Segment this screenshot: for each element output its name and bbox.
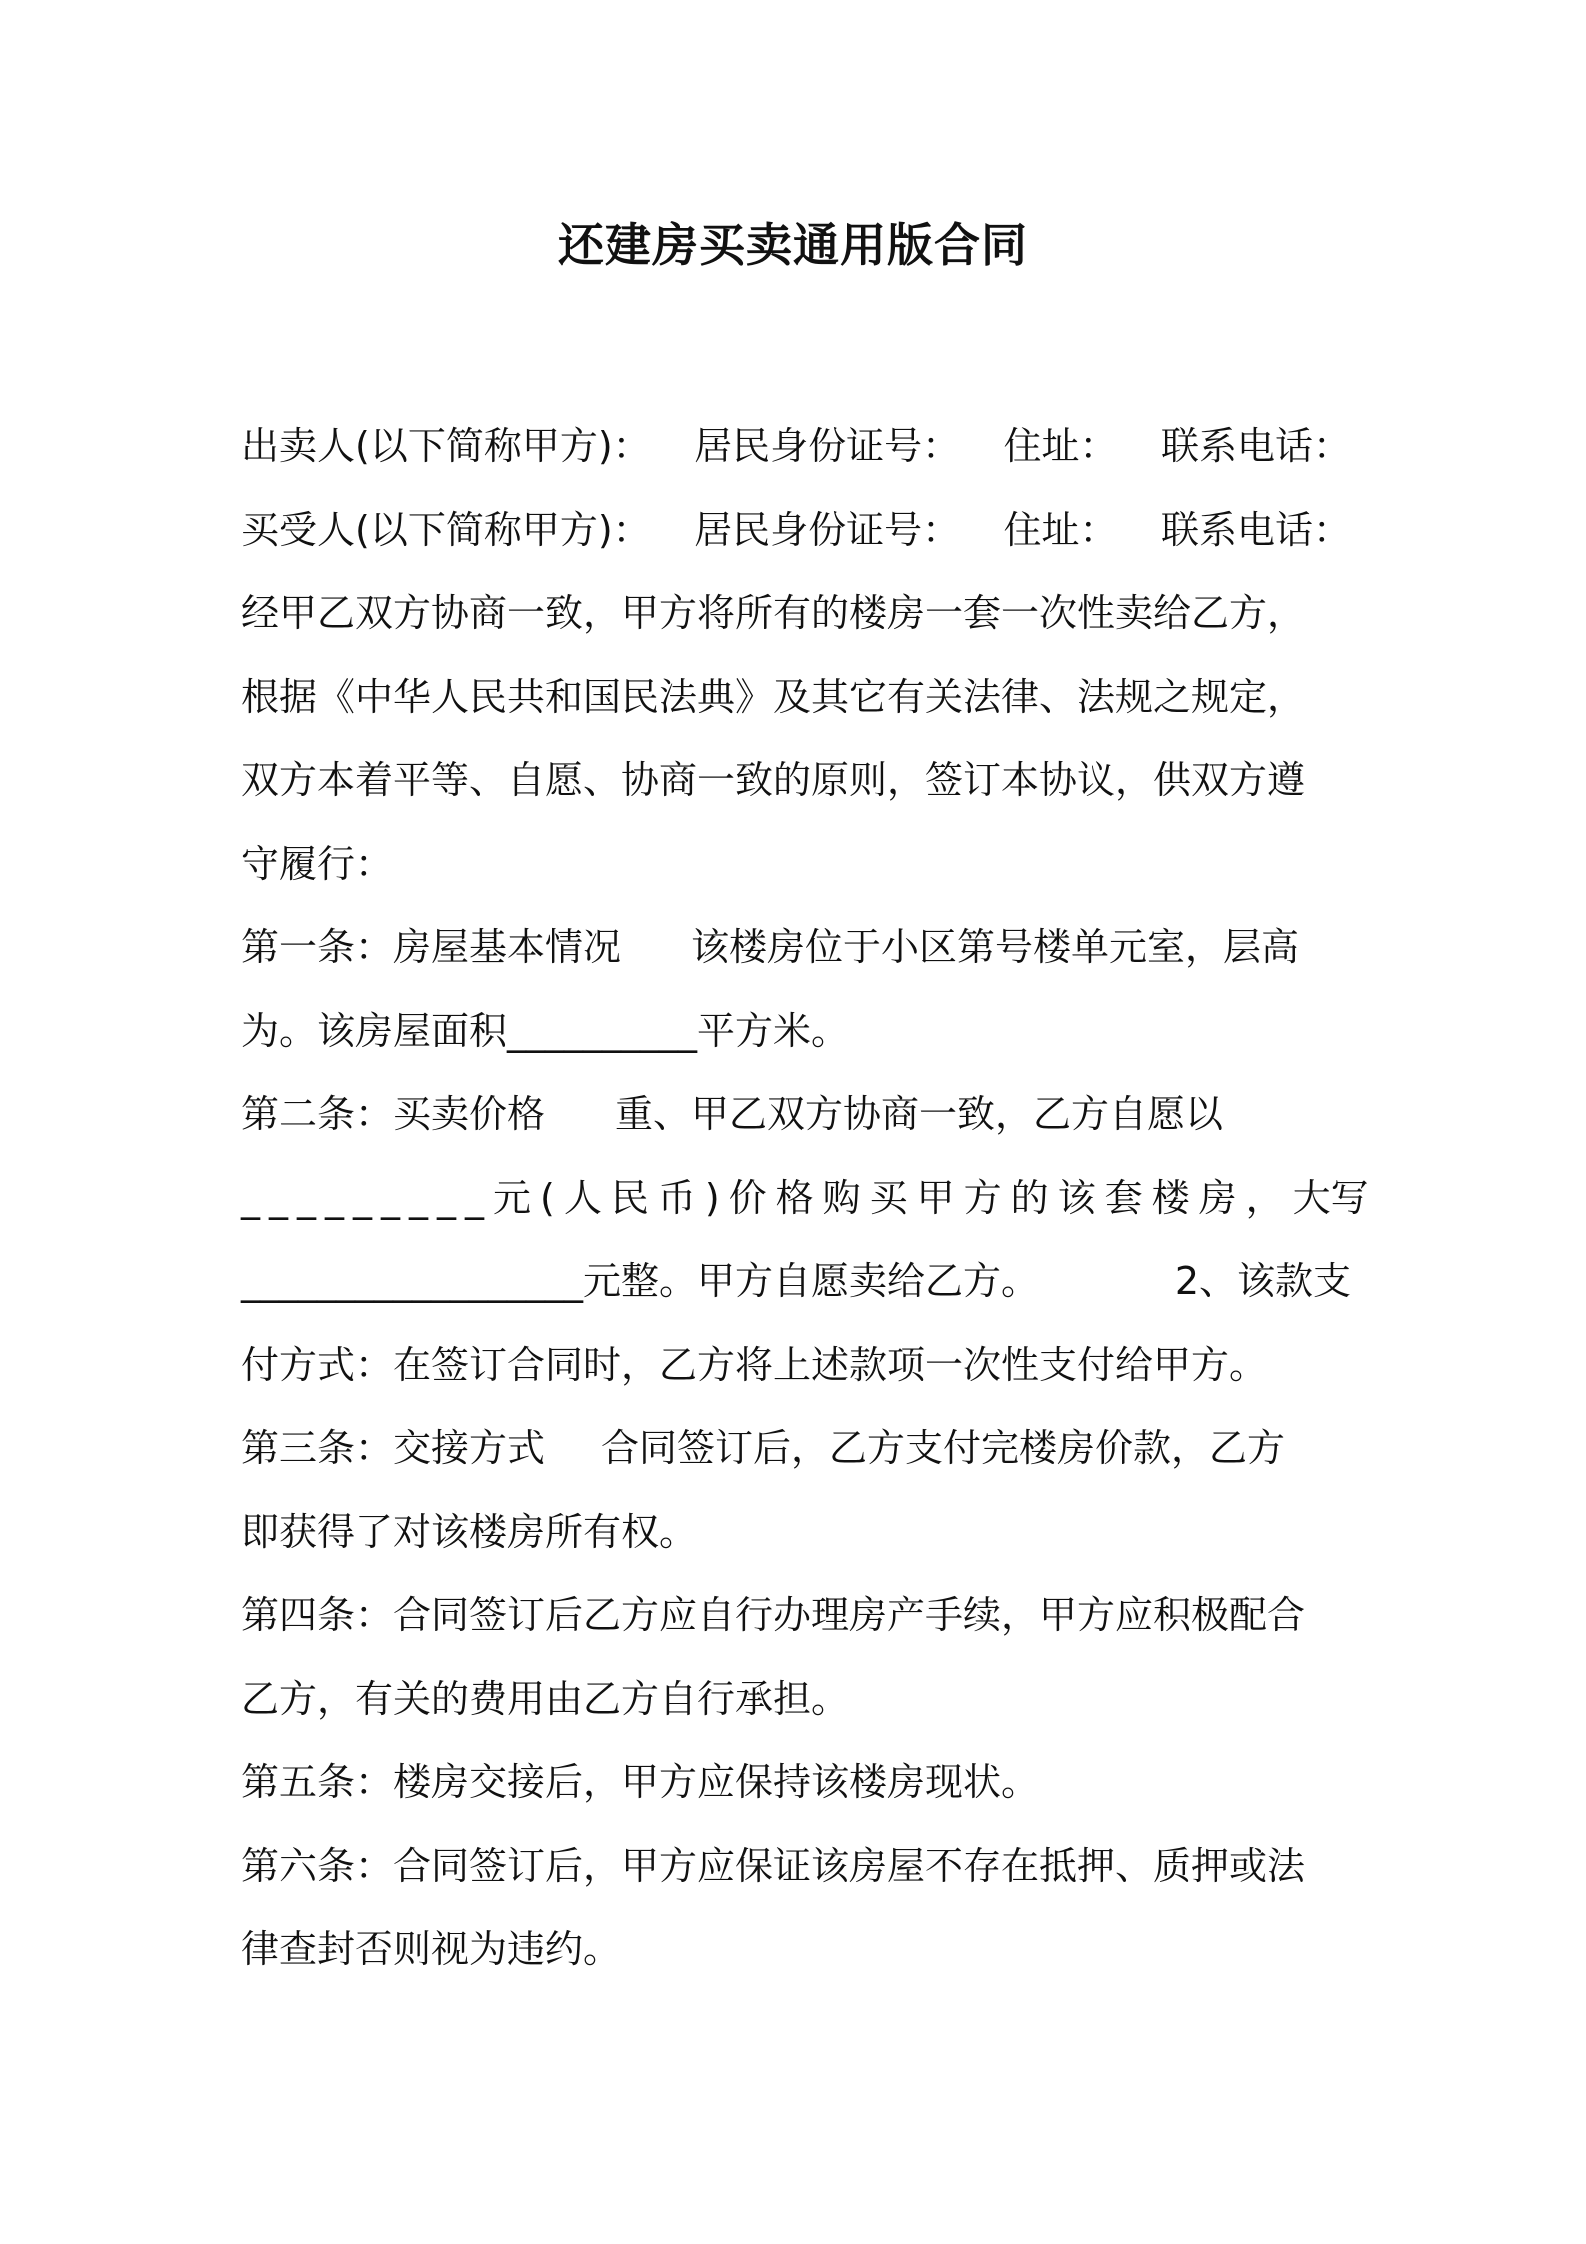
intro-line: 根据《中华人民共和国民法典》及其它有关法律、法规之规定， — [241, 674, 1306, 719]
article-2-line — [241, 1157, 1369, 1241]
article-2-text: 重、甲乙双方协商一致，乙方自愿以 — [615, 1092, 1224, 1136]
intro-line: 双方本着平等、自愿、协商一致的原则，签订本协议，供双方遵 — [241, 758, 1306, 802]
seller-id-label: 居民身份证号： — [694, 424, 961, 468]
seller-address-label: 住址： — [1003, 424, 1118, 468]
article-2-line: 付方式：在签订合同时，乙方将上述款项一次性支付给甲方。 — [241, 1342, 1268, 1387]
seller-phone-label: 联系电话： — [1160, 424, 1351, 468]
article-1-line: 为。该房屋面积__________平方米。 — [241, 1008, 850, 1053]
intro-line: 守履行： — [241, 841, 394, 886]
buyer-phone-label: 联系电话： — [1160, 507, 1351, 552]
article-1-text: 该楼房位于小区第号楼单元室，层高 — [691, 925, 1300, 969]
seller-label: 出卖人(以下简称甲方)： — [241, 424, 651, 468]
article-3-line: 即获得了对该楼房所有权。 — [241, 1509, 698, 1554]
article-3-heading: 第三条：交接方式 — [241, 1426, 546, 1470]
article-6-line: 第六条：合同签订后，甲方应保证该房屋不存在抵押、质押或法 — [241, 1843, 1306, 1888]
buyer-address-label: 住址： — [1003, 507, 1118, 552]
article-4-line: 乙方，有关的费用由乙方自行承担。 — [241, 1676, 850, 1721]
article-3-line — [241, 1407, 1351, 1491]
article-2-capital-label: 大写 — [1292, 1175, 1369, 1220]
article-4-line: 第四条：合同签订后乙方应自行办理房产手续，甲方应积极配合 — [241, 1593, 1306, 1637]
article-2-amount-text: __________________元整。甲方自愿卖给乙方。 — [241, 1259, 1040, 1303]
seller-info-line — [241, 405, 1351, 489]
article-3-text: 合同签订后，乙方支付完楼房价款，乙方 — [601, 1426, 1286, 1470]
article-2-payment-heading: 2、该款支 — [1174, 1259, 1351, 1303]
intro-line: 经甲乙双方协商一致，甲方将所有的楼房一套一次性卖给乙方， — [241, 591, 1306, 635]
article-2-price-text: _________元(人民币)价格购买甲方的该套楼房， — [241, 1175, 1293, 1220]
article-5-line: 第五条：楼房交接后，甲方应保持该楼房现状。 — [241, 1760, 1040, 1804]
article-2-line — [241, 1240, 1351, 1324]
article-2-line — [241, 1073, 1351, 1157]
article-6-line: 律查封否则视为违约。 — [241, 1927, 622, 1971]
contract-body — [241, 405, 1369, 1992]
document-title: 还建房买卖通用版合同 — [558, 218, 1028, 272]
article-1-heading: 第一条：房屋基本情况 — [241, 925, 622, 969]
article-1-line — [241, 906, 1351, 990]
buyer-info-line — [241, 489, 1351, 573]
buyer-id-label: 居民身份证号： — [694, 507, 961, 552]
article-2-heading: 第二条：买卖价格 — [241, 1092, 546, 1136]
buyer-label: 买受人(以下简称甲方)： — [241, 507, 651, 552]
